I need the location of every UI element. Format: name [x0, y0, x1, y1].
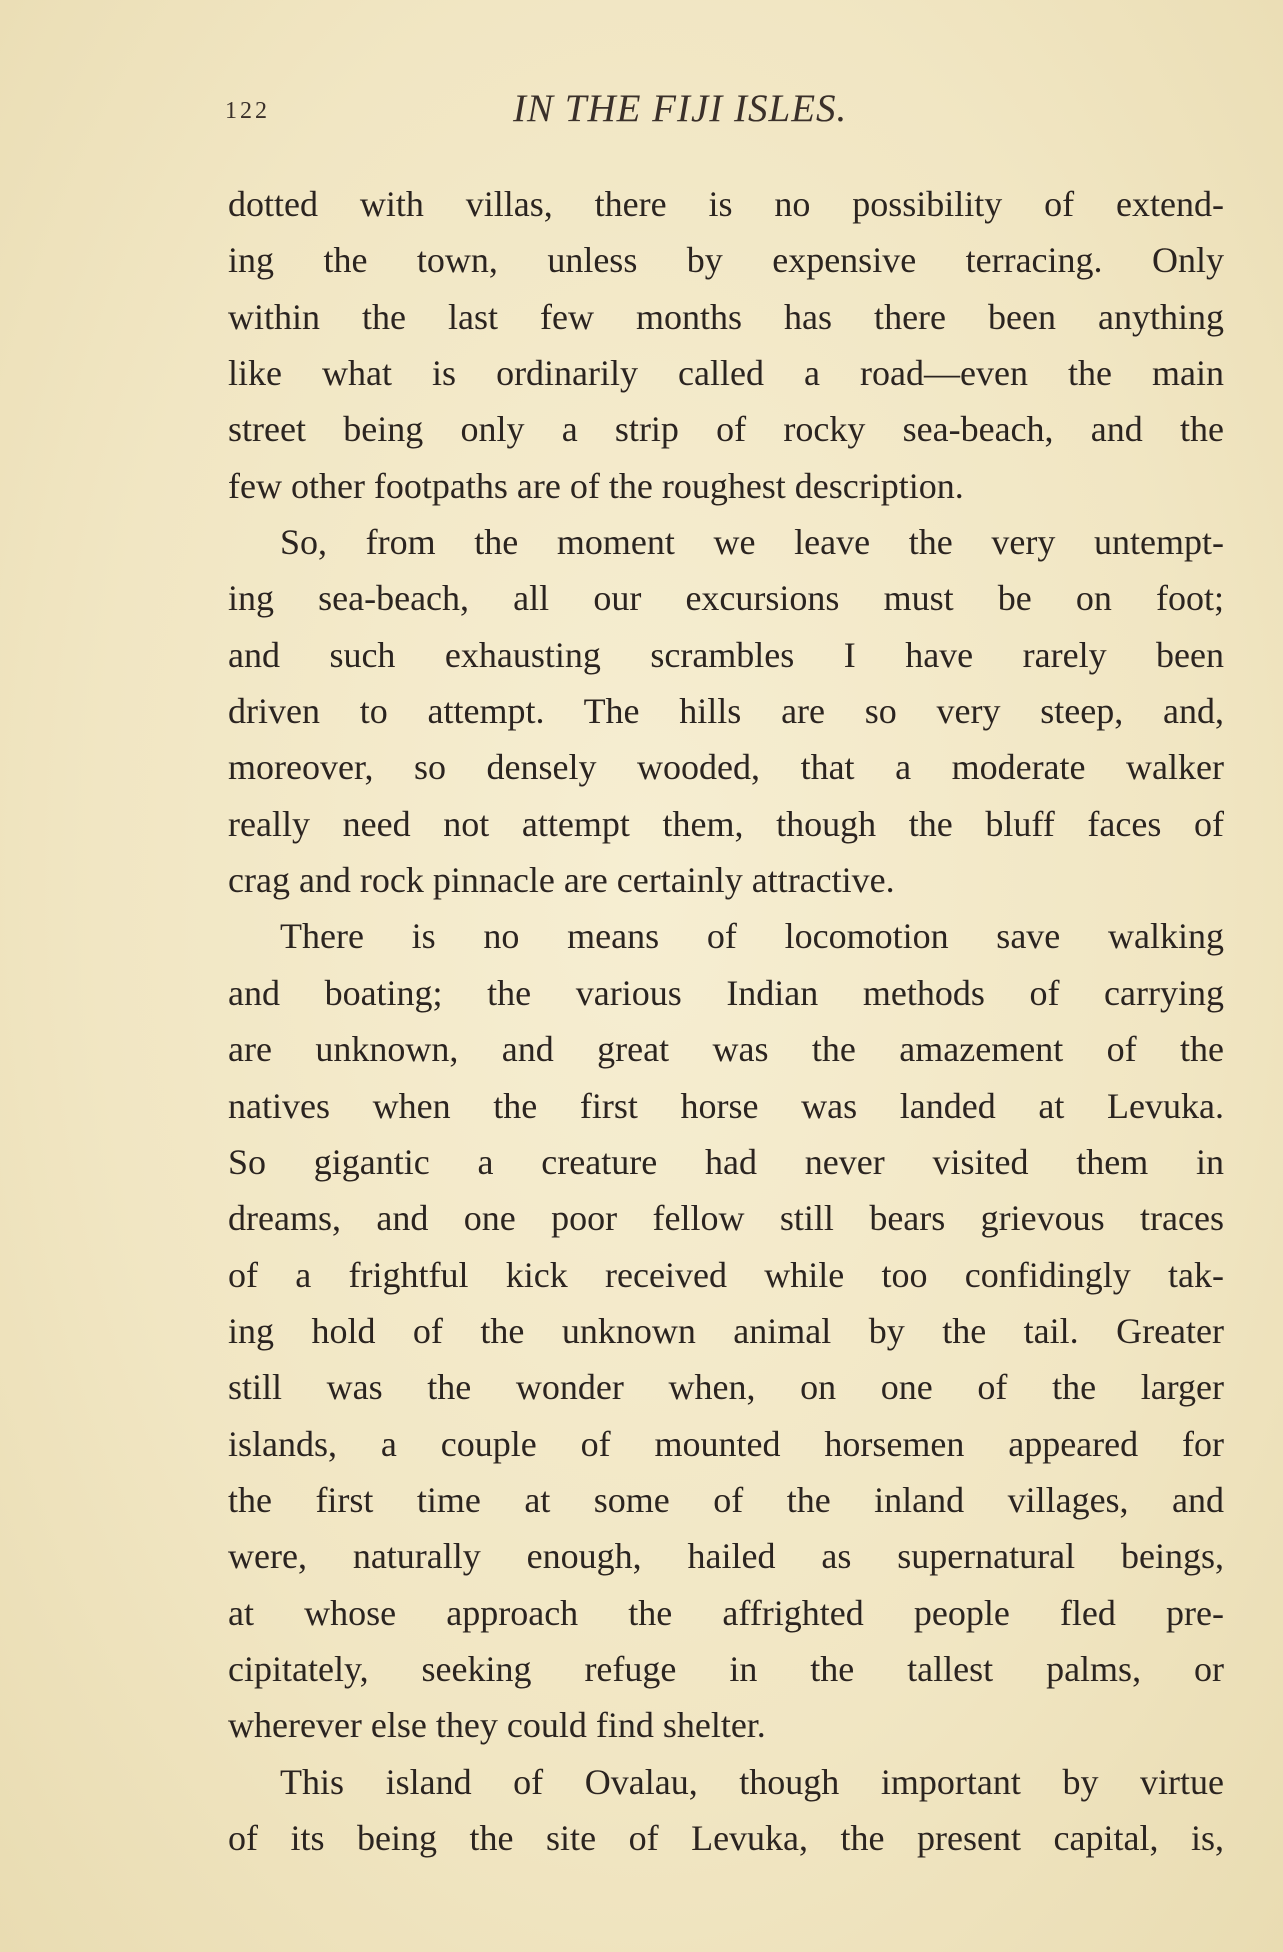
text-line: really need not attempt them, though the bluff faces of	[228, 803, 1224, 844]
text-line: street being only a strip of rocky sea-beach, and the	[228, 409, 1224, 450]
text-line: ing hold of the unknown animal by the tail. Greater	[228, 1310, 1224, 1351]
text-line: of its being the site of Levuka, the present capital, is,	[228, 1817, 1224, 1858]
text-line: moreover, so densely wooded, that a moderate walker	[228, 747, 1224, 788]
text-line: dreams, and one poor fellow still bears grievous traces	[228, 1198, 1224, 1239]
text-line: So, from the moment we leave the very untempt-	[280, 522, 1224, 563]
text-line: of a frightful kick received while too confidingly tak-	[228, 1254, 1224, 1295]
page-header	[225, 86, 1225, 136]
text-line: the first time at some of the inland villages, and	[228, 1479, 1224, 1520]
text-line: few other footpaths are of the roughest description.	[228, 465, 964, 506]
text-line: at whose approach the affrighted people fled pre-	[228, 1592, 1224, 1633]
text-line: ing the town, unless by expensive terracing. Only	[228, 240, 1224, 281]
text-line: crag and rock pinnacle are certainly attractive.	[228, 860, 895, 901]
text-line: islands, a couple of mounted horsemen appeared for	[228, 1423, 1224, 1464]
text-line: cipitately, seeking refuge in the tallest palms, or	[228, 1648, 1224, 1689]
page-number: 122	[225, 98, 270, 124]
text-line: and boating; the various Indian methods of carrying	[228, 972, 1224, 1013]
text-line: ing sea-beach, all our excursions must be on foot;	[228, 578, 1224, 619]
body-text	[228, 176, 1224, 1866]
text-line: were, naturally enough, hailed as supernatural beings,	[228, 1536, 1224, 1577]
text-line: still was the wonder when, on one of the larger	[228, 1367, 1224, 1408]
text-line: This island of Ovalau, though important by virtue	[280, 1761, 1224, 1802]
text-line: dotted with villas, there is no possibility of extend-	[228, 184, 1224, 224]
text-line: and such exhausting scrambles I have rarely been	[228, 634, 1224, 675]
text-line: like what is ordinarily called a road—even the main	[228, 353, 1224, 394]
text-line: So gigantic a creature had never visited them in	[228, 1141, 1224, 1182]
text-line: driven to attempt. The hills are so very steep, and,	[228, 691, 1224, 732]
text-line: There is no means of locomotion save walking	[280, 916, 1224, 957]
text-line: within the last few months has there been anything	[228, 296, 1224, 337]
text-line: wherever else they could find shelter.	[228, 1705, 766, 1746]
running-title: IN THE FIJI ISLES.	[513, 87, 848, 130]
text-line: natives when the first horse was landed at Levuka.	[228, 1085, 1224, 1126]
text-line: are unknown, and great was the amazement of the	[228, 1029, 1224, 1070]
